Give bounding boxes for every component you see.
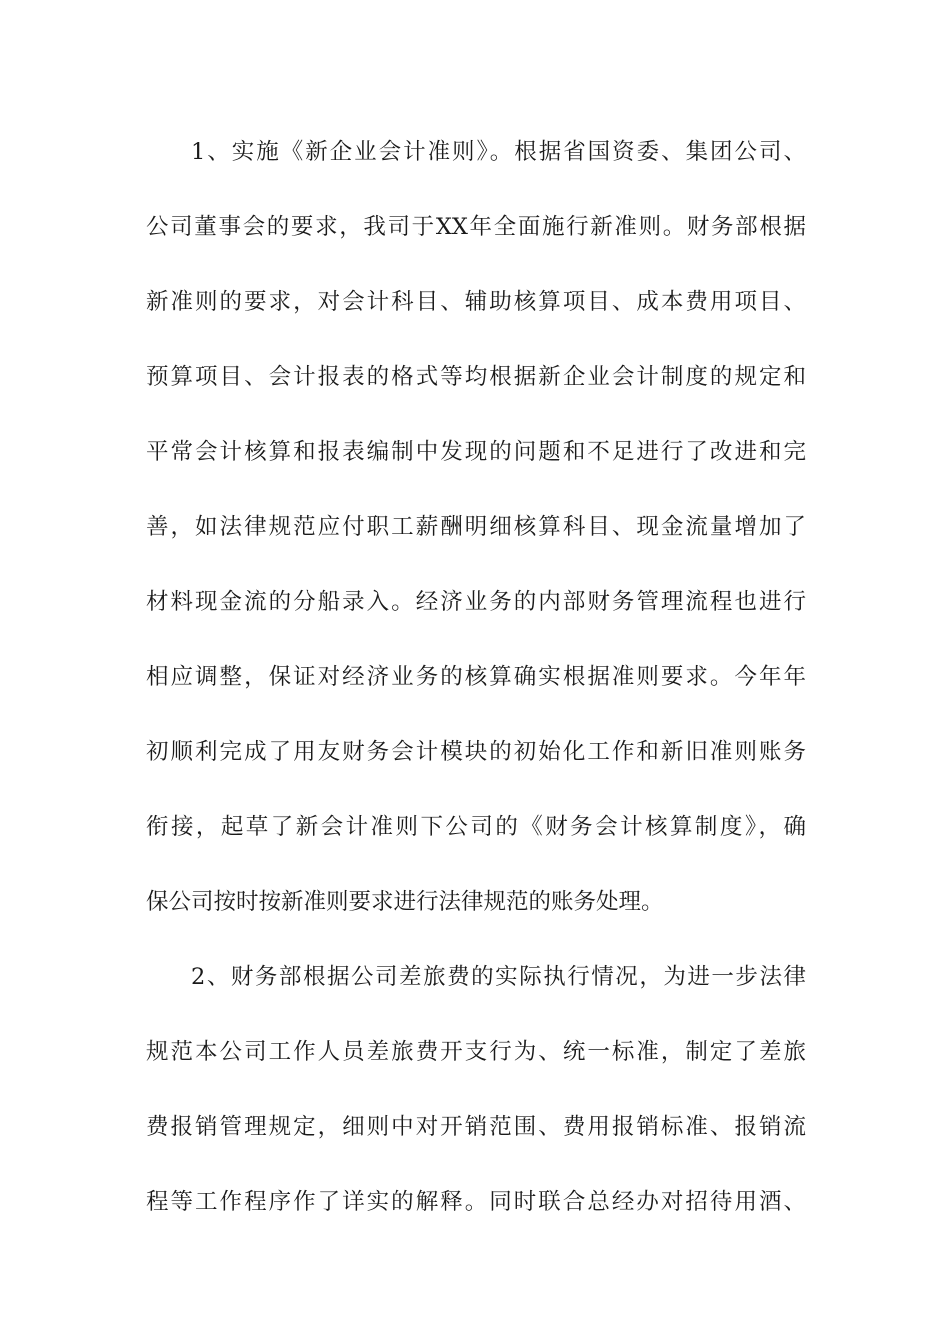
text-line: 程等工作程序作了详实的解释。同时联合总经办对招待用酒、 [146,1189,806,1215]
text-line: 初顺利完成了用友财务会计模块的初始化工作和新旧准则账务 [146,739,806,765]
text-line: 预算项目、会计报表的格式等均根据新企业会计制度的规定和 [146,364,806,390]
text-line: 材料现金流的分船录入。经济业务的内部财务管理流程也进行 [146,589,806,615]
text-line: 平常会计核算和报表编制中发现的问题和不足进行了改进和完 [146,439,806,465]
text-line: 2、财务部根据公司差旅费的实际执行情况，为进一步法律 [191,964,806,990]
text-line: 保公司按时按新准则要求进行法律规范的账务处理。 [146,889,664,915]
text-line: 费报销管理规定，细则中对开销范围、费用报销标准、报销流 [146,1114,806,1140]
document-body [146,124,806,1249]
paragraph-1 [146,124,806,949]
text-line: 衔接，起草了新会计准则下公司的《财务会计核算制度》，确 [146,814,806,840]
text-line: 1、实施《新企业会计准则》。根据省国资委、集团公司、 [191,139,806,165]
text-line: 相应调整，保证对经济业务的核算确实根据准则要求。今年年 [146,664,806,690]
text-line: 新准则的要求，对会计科目、辅助核算项目、成本费用项目、 [146,289,806,315]
text-line: 公司董事会的要求，我司于XX年全面施行新准则。财务部根据 [146,214,806,240]
paragraph-2 [146,949,806,1249]
text-line: 善，如法律规范应付职工薪酬明细核算科目、现金流量增加了 [146,514,806,540]
text-line: 规范本公司工作人员差旅费开支行为、统一标准，制定了差旅 [146,1039,806,1065]
